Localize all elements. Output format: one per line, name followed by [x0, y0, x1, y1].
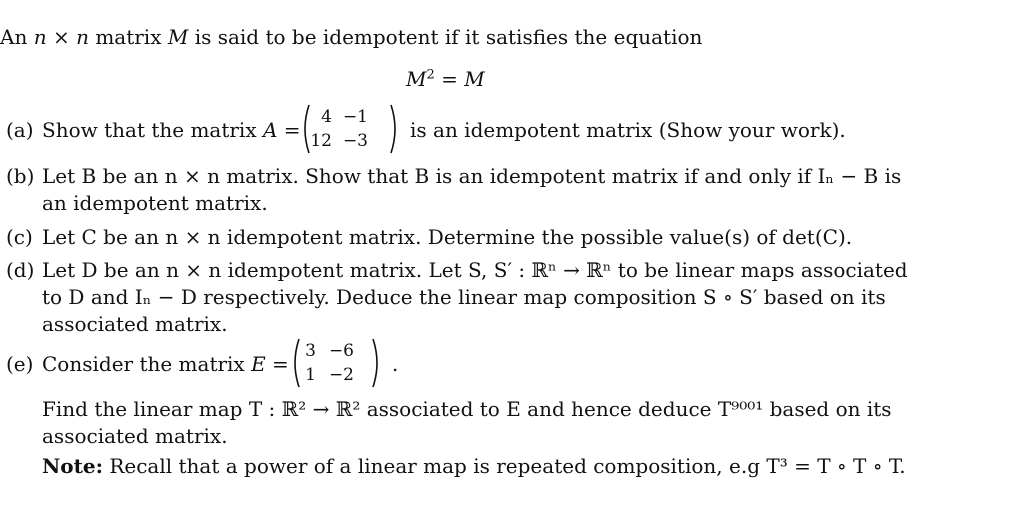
- intro-prefix: An: [0, 25, 28, 49]
- part-d-line3: associated matrix.: [42, 312, 228, 336]
- part-c-line1: Let C be an n × n idempotent matrix. Determine the possible value(s) of det(C).: [42, 225, 853, 249]
- part-a-text-after: is an idempotent matrix (Show your work).: [410, 118, 846, 142]
- part-b-line1: Let B be an n × n matrix. Show that B is an idempotent matrix if and only if Iₙ − B is: [42, 164, 902, 188]
- intro-n1: n: [33, 25, 47, 49]
- note-label: Note:: [42, 454, 103, 478]
- part-e-text-before: [42, 352, 289, 376]
- equation-line: [406, 67, 485, 91]
- matrix-a-cell: −1: [342, 107, 368, 127]
- part-d-line1: Let D be an n × n idempotent matrix. Let S, S′ : ℝⁿ → ℝⁿ to be linear maps associated: [42, 258, 908, 282]
- matrix-a: [300, 103, 402, 155]
- intro-rest: is said to be idempotent if it satisfies the equation: [194, 25, 703, 49]
- part-b-label: (b): [6, 164, 35, 188]
- part-a-text-before: [42, 118, 301, 142]
- matrix-a-cell: 4: [321, 107, 332, 127]
- equation-lhs: M: [406, 67, 427, 91]
- matrix-e-cell: 1: [305, 365, 316, 385]
- part-e-label: (e): [6, 352, 34, 376]
- part-a-eq: =: [283, 118, 301, 142]
- part-c-label: (c): [6, 225, 33, 249]
- intro-n2: n: [76, 25, 89, 49]
- part-e-eq: =: [272, 352, 289, 376]
- part-e-var: E: [251, 352, 266, 376]
- matrix-a-right-paren: [390, 103, 400, 155]
- equation-eq: =: [441, 67, 458, 91]
- part-a-before-text: Show that the matrix: [42, 118, 257, 142]
- equation-rhs: M: [464, 67, 485, 91]
- note-text: Recall that a power of a linear map is repeated composition, e.g T³ = T ∘ T ∘ T.: [109, 454, 906, 478]
- matrix-a-cell: −3: [342, 131, 368, 151]
- intro-times: ×: [52, 25, 70, 49]
- matrix-e: [290, 337, 386, 389]
- intro-M: M: [167, 25, 189, 49]
- part-d-line2: to D and Iₙ − D respectively. Deduce the linear map composition S ∘ S′ based on its: [42, 285, 886, 309]
- part-a-label: (a): [6, 118, 34, 142]
- matrix-e-cell: −6: [328, 341, 354, 361]
- matrix-e-right-paren: [372, 337, 382, 389]
- part-e-line3: associated matrix.: [42, 424, 228, 448]
- part-e-note: [42, 454, 906, 478]
- part-e-line2: Find the linear map T : ℝ² → ℝ² associated to E and hence deduce T⁹⁰⁰¹ based on its: [42, 397, 892, 421]
- part-e-text-after: .: [392, 352, 399, 376]
- intro-line: [0, 25, 702, 49]
- matrix-e-cell: 3: [305, 341, 316, 361]
- part-e-before-text: Consider the matrix: [42, 352, 245, 376]
- part-b-line2: an idempotent matrix.: [42, 191, 268, 215]
- intro-mid: matrix: [95, 25, 162, 49]
- part-d-label: (d): [6, 258, 35, 282]
- matrix-a-cell: 12: [310, 131, 332, 151]
- equation-exp: 2: [426, 67, 435, 83]
- matrix-e-cell: −2: [328, 365, 354, 385]
- part-a-var: A: [262, 118, 278, 142]
